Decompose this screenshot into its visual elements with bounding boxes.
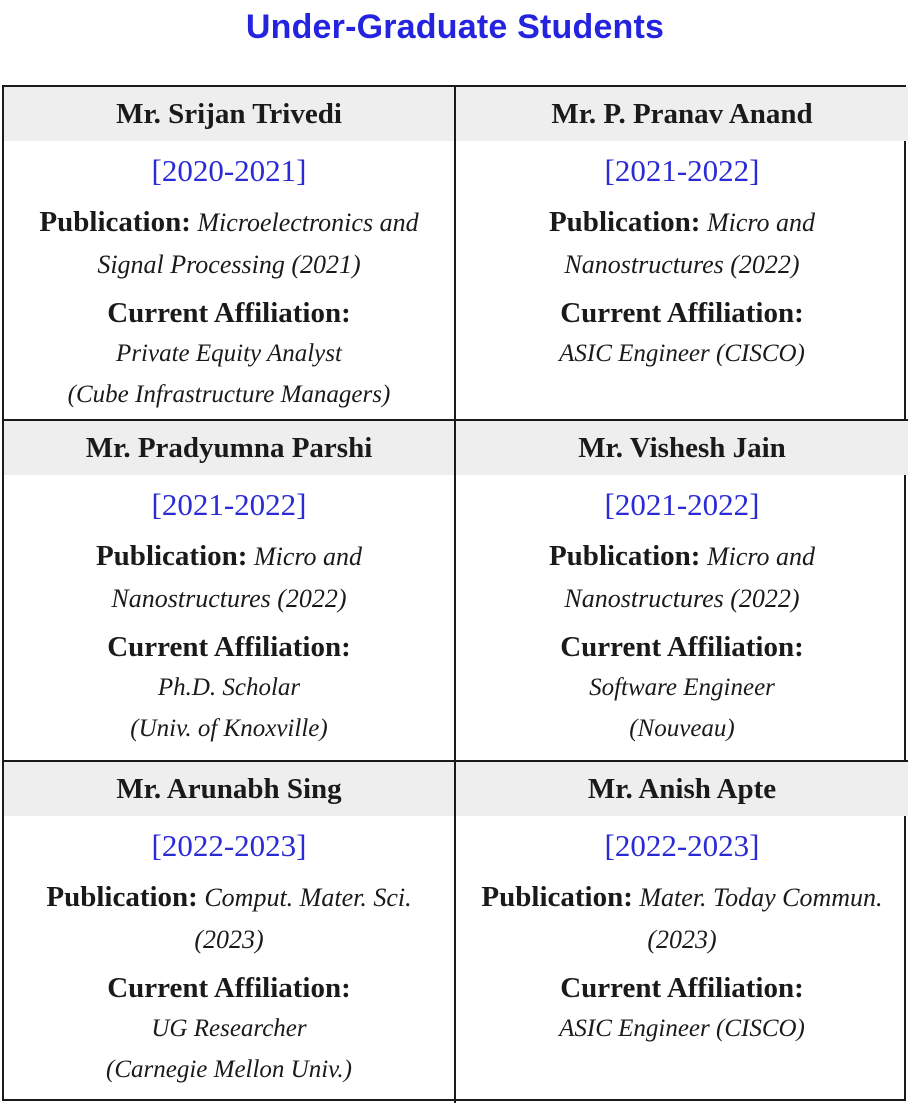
student-name: Mr. Vishesh Jain: [456, 421, 908, 475]
publication-journal-cont: (2023): [194, 925, 264, 954]
affiliation-label: Current Affiliation:: [560, 297, 804, 329]
student-name: Mr. Arunabh Sing: [4, 762, 454, 816]
publication-journal: Microelectronics and: [197, 208, 419, 237]
publication-entry: [28, 876, 429, 961]
student-years: [2021-2022]: [604, 487, 760, 522]
affiliation-label: Current Affiliation:: [107, 972, 351, 1004]
student-grid: [2, 85, 906, 1101]
student-card: [456, 762, 908, 1103]
affiliation-org: (Univ. of Knoxville): [130, 715, 328, 742]
publication-label: Publication:: [95, 540, 248, 572]
publication-journal-cont: Signal Processing (2021): [97, 250, 361, 279]
affiliation-role: Software Engineer: [589, 674, 775, 701]
publication-entry: [531, 535, 833, 620]
publication-journal: Micro and: [706, 208, 816, 237]
publication-journal: Mater. Today Commun.: [639, 883, 883, 912]
publication-entry: [78, 535, 380, 620]
student-name: Mr. Pradyumna Parshi: [4, 421, 454, 475]
student-name: Mr. Srijan Trivedi: [4, 87, 454, 141]
student-years: [2020-2021]: [151, 153, 307, 188]
publication-label: Publication:: [548, 540, 701, 572]
student-name: Mr. Anish Apte: [456, 762, 908, 816]
affiliation-role: UG Researcher: [151, 1015, 307, 1042]
publication-label: Publication:: [481, 881, 633, 913]
student-card: [456, 421, 908, 762]
student-years: [2021-2022]: [151, 487, 307, 522]
publication-label: Publication:: [548, 206, 701, 238]
publication-journal: Micro and: [253, 542, 363, 571]
student-card: [456, 87, 908, 421]
affiliation-role: ASIC Engineer (CISCO): [559, 340, 805, 367]
affiliation-org: (Cube Infrastructure Managers): [67, 381, 391, 408]
student-card: [4, 762, 456, 1103]
affiliation-role: Ph.D. Scholar: [157, 674, 301, 701]
publication-label: Publication:: [46, 881, 198, 913]
publication-journal-cont: Nanostructures (2022): [564, 584, 800, 613]
affiliation-label: Current Affiliation:: [107, 631, 351, 663]
student-years: [2022-2023]: [151, 828, 307, 863]
student-years: [2021-2022]: [604, 153, 760, 188]
affiliation-label: Current Affiliation:: [560, 631, 804, 663]
student-card: [4, 87, 456, 421]
student-years: [2022-2023]: [604, 828, 760, 863]
affiliation-label: Current Affiliation:: [560, 972, 804, 1004]
student-name: Mr. P. Pranav Anand: [456, 87, 908, 141]
publication-label: Publication:: [39, 206, 191, 238]
publication-journal-cont: Nanostructures (2022): [111, 584, 347, 613]
affiliation-org: (Carnegie Mellon Univ.): [106, 1056, 352, 1083]
affiliation-label: Current Affiliation:: [107, 297, 351, 329]
publication-journal: Micro and: [706, 542, 816, 571]
student-card: [4, 421, 456, 762]
affiliation-role: ASIC Engineer (CISCO): [559, 1015, 805, 1042]
publication-entry: [21, 201, 436, 286]
publication-journal: Comput. Mater. Sci.: [204, 883, 412, 912]
affiliation-role: Private Equity Analyst: [116, 340, 342, 367]
publication-journal-cont: Nanostructures (2022): [564, 250, 800, 279]
page-title: Under-Graduate Students: [245, 8, 665, 46]
publication-journal-cont: (2023): [647, 925, 717, 954]
publication-entry: [463, 876, 900, 961]
affiliation-org: (Nouveau): [629, 715, 735, 742]
publication-entry: [531, 201, 833, 286]
